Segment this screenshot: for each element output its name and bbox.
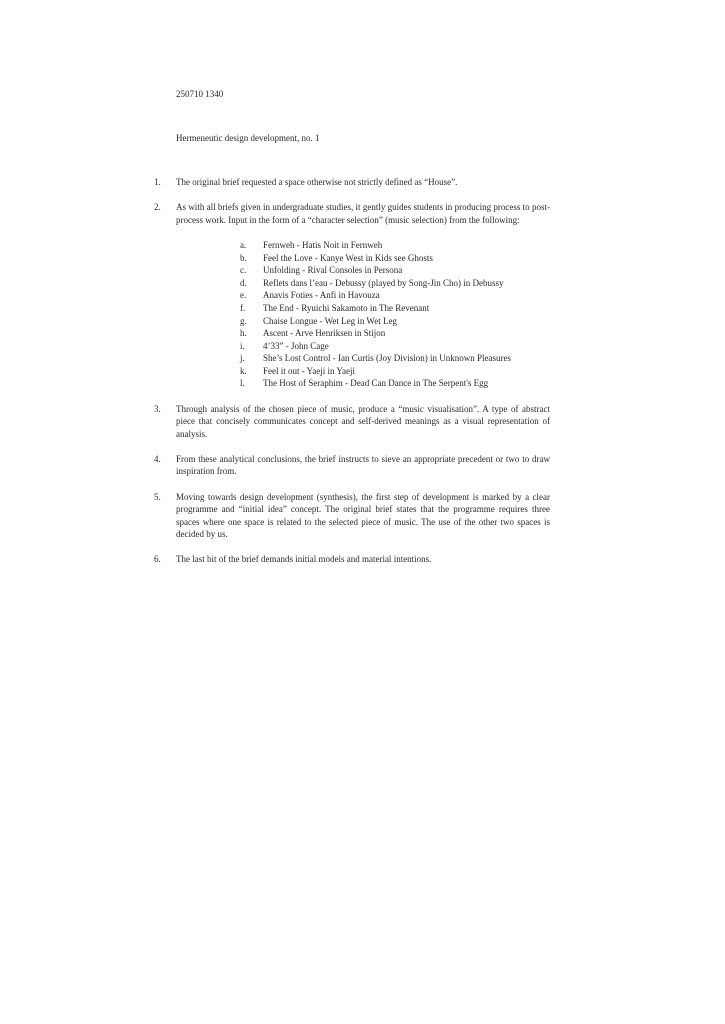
option-text: Fernweh - Hatis Noit in Fernweh <box>263 240 383 251</box>
music-option <box>240 277 550 290</box>
item-text: From these analytical conclusions, the brief instructs to sieve an appropriate precedent or two to draw inspiration from. <box>176 454 550 477</box>
date-stamp: 250710 1340 <box>176 89 224 99</box>
option-text: Chaise Longue - Wet Leg in Wet Leg <box>263 315 397 326</box>
item-number: 1. <box>154 177 161 187</box>
option-letter: j. <box>240 353 245 364</box>
brief-list <box>154 176 550 579</box>
item-number: 6. <box>154 554 161 565</box>
option-letter: e. <box>240 290 247 301</box>
music-option <box>240 289 550 302</box>
option-text: Unfolding - Rival Consoles in Persona <box>263 265 403 276</box>
option-letter: b. <box>240 252 247 263</box>
item-text: The original brief requested a space otherwise not strictly defined as “House”. <box>176 177 458 187</box>
item-text: Through analysis of the chosen piece of music, produce a “music visualisation”. A type of abstract piece that concisely communicates concept and self-derived meanings as a visual representation of analysis. <box>176 403 550 439</box>
option-text: Ascent - Arve Henriksen in Stijon <box>263 328 386 339</box>
option-letter: l. <box>240 378 245 389</box>
option-letter: h. <box>240 328 247 339</box>
item-number: 4. <box>154 454 161 464</box>
option-letter: c. <box>240 265 247 276</box>
document-title: Hermeneutic design development, no. 1 <box>176 133 320 143</box>
music-option <box>240 365 550 378</box>
music-option <box>240 352 550 365</box>
music-option <box>240 340 550 353</box>
music-option <box>240 327 550 340</box>
option-text: 4’33” - John Cage <box>263 340 329 351</box>
option-text: She’s Lost Control - Ian Curtis (Joy Division) in Unknown Pleasures <box>263 353 511 364</box>
music-selection-list <box>240 239 550 390</box>
music-option <box>240 302 550 315</box>
option-text: Reflets dans l’eau - Debussy (played by Song-Jin Cho) in Debussy <box>263 277 504 288</box>
option-text: Feel it out - Yaeji in Yaeji <box>263 365 356 376</box>
item-text: The last bit of the brief demands initial models and material intentions. <box>176 554 432 565</box>
list-item <box>154 176 550 188</box>
option-letter: k. <box>240 365 247 376</box>
music-option <box>240 315 550 328</box>
item-text: Moving towards design development (synthesis), the first step of development is marked by a clear programme and “initial idea” concept. The original brief states that the programme requires three spaces where one space is related to the selected piece of music. The use of the other two spaces is decided by us. <box>176 491 550 540</box>
item-number: 5. <box>154 491 161 502</box>
music-option <box>240 264 550 277</box>
music-option <box>240 377 550 390</box>
item-text: As with all briefs given in undergraduate studies, it gently guides students in producing process to post-process work. Input in the form of a “character selection” (music selection) from the following: <box>176 202 550 225</box>
list-item <box>154 553 550 565</box>
option-letter: f. <box>240 302 246 313</box>
option-letter: i. <box>240 340 245 351</box>
option-text: Feel the Love - Kanye West in Kids see Ghosts <box>263 252 433 263</box>
item-number: 2. <box>154 202 161 213</box>
option-text: The End - Ryuichi Sakamoto in The Revenant <box>263 302 430 313</box>
list-item <box>154 403 550 440</box>
music-option <box>240 239 550 252</box>
option-letter: g. <box>240 315 247 326</box>
list-item <box>154 491 550 541</box>
list-item <box>154 201 550 389</box>
option-letter: d. <box>240 277 247 288</box>
option-letter: a. <box>240 240 247 251</box>
option-text: The Host of Seraphim - Dead Can Dance in The Serpent's Egg <box>263 378 489 389</box>
list-item <box>154 453 550 478</box>
music-option <box>240 252 550 265</box>
option-text: Anavis Foties - Anfi in Havouza <box>263 290 380 301</box>
item-number: 3. <box>154 403 161 414</box>
